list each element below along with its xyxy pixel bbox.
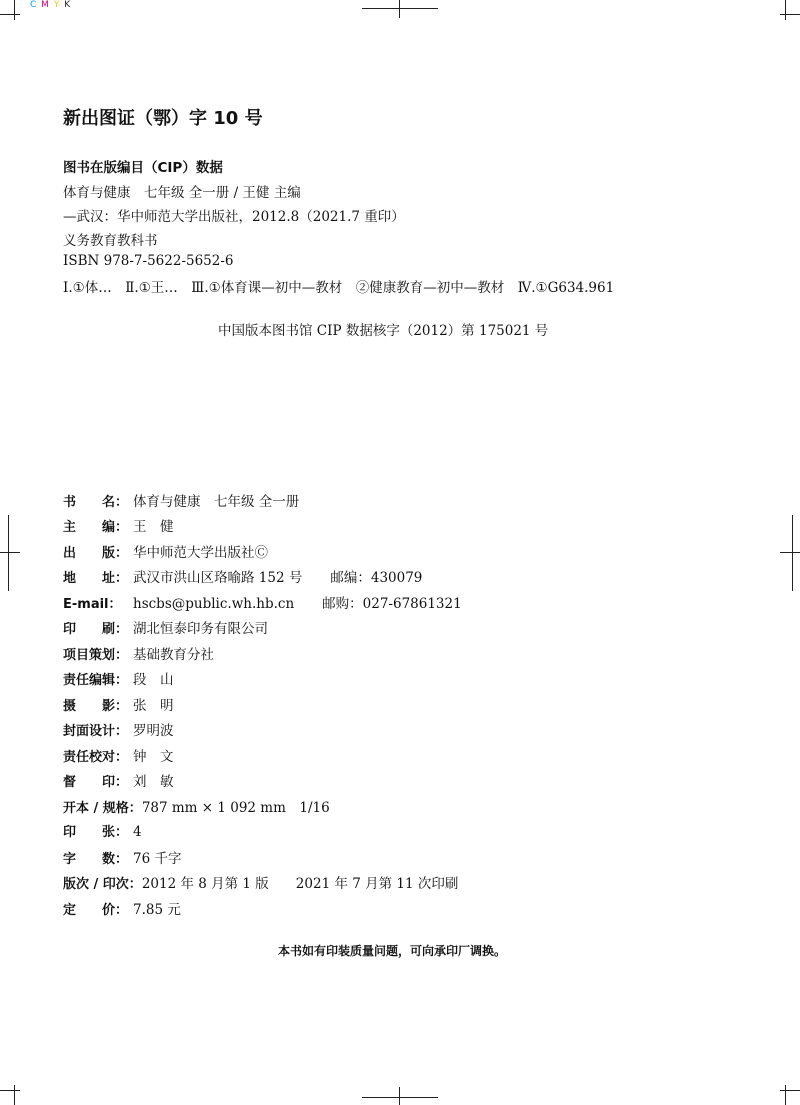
info-postcode: 邮编：430079 xyxy=(330,570,423,586)
cip-check-number: 中国版本图书馆 CIP 数据核字（2012）第 175021 号 xyxy=(218,323,549,339)
publishing-license: 新出图证（鄂）字 10 号 xyxy=(63,108,263,129)
info-value: 体育与健康 七年级 全一册 xyxy=(133,494,300,510)
info-label: 印 张： xyxy=(63,825,129,840)
crop-mark-bottom-right-h xyxy=(780,1090,800,1091)
cmyk-y: Y xyxy=(53,0,61,10)
registration-mark-right-h xyxy=(780,552,800,553)
info-row-proofreader xyxy=(63,745,174,765)
info-row-format xyxy=(63,796,330,816)
info-label: E-mail： xyxy=(63,597,122,612)
info-label: 地 址： xyxy=(63,571,129,586)
info-value: 2012 年 8 月第 1 版 2021 年 7 月第 11 次印刷 xyxy=(141,876,459,892)
cip-publisher-line: —武汉：华中师范大学出版社，2012.8（2021.7 重印） xyxy=(63,209,405,225)
info-value: 张 明 xyxy=(133,698,174,714)
info-row-cover-design xyxy=(63,719,174,739)
quality-notice: 本书如有印装质量问题，可向承印厂调换。 xyxy=(278,944,507,958)
registration-mark-top-h xyxy=(362,8,438,9)
info-value: 华中师范大学出版社Ⓒ xyxy=(133,545,268,561)
info-label: 开本 / 规格： xyxy=(63,801,142,816)
info-mail-order: 邮购：027-67861321 xyxy=(322,596,462,612)
info-row-photography xyxy=(63,694,174,714)
info-label: 字 数： xyxy=(63,852,129,867)
cmyk-c: C xyxy=(30,0,38,10)
info-row-price xyxy=(63,898,181,918)
info-row-project xyxy=(63,643,214,663)
info-row-editor xyxy=(63,515,174,535)
crop-mark-top-left-v xyxy=(14,0,15,20)
cip-series-line: 义务教育教科书 xyxy=(63,233,158,249)
registration-mark-left-h xyxy=(0,552,20,553)
registration-mark-top-v xyxy=(399,0,400,18)
cip-isbn-line: ISBN 978-7-5622-5652-6 xyxy=(63,253,234,269)
info-row-printer xyxy=(63,617,268,637)
info-value: 4 xyxy=(133,824,142,840)
cip-heading: 图书在版编目（CIP）数据 xyxy=(63,160,223,176)
info-value: 基础教育分社 xyxy=(133,647,214,663)
info-label: 责任校对： xyxy=(63,750,129,765)
info-row-word-count xyxy=(63,847,181,867)
info-label: 主 编： xyxy=(63,520,129,535)
cmyk-color-bar xyxy=(30,0,71,10)
info-value: hscbs@public.wh.hb.cn xyxy=(133,596,295,612)
cip-title-line: 体育与健康 七年级 全一册 / 王健 主编 xyxy=(63,185,301,201)
info-row-publisher xyxy=(63,541,268,561)
info-label: 书 名： xyxy=(63,495,129,510)
info-row-email xyxy=(63,592,462,612)
info-row-edition xyxy=(63,872,458,892)
info-label: 版次 / 印次： xyxy=(63,877,142,892)
cmyk-m: M xyxy=(41,0,50,10)
info-label: 督 印： xyxy=(63,775,129,790)
info-row-address xyxy=(63,566,422,586)
info-label: 摄 影： xyxy=(63,699,129,714)
registration-mark-right-v xyxy=(792,515,793,591)
cip-classification-line: Ⅰ.①体… Ⅱ.①王… Ⅲ.①体育课—初中—教材 ②健康教育—初中—教材 Ⅳ.①G634.961 xyxy=(63,280,615,296)
info-value: 罗明波 xyxy=(133,723,174,739)
info-row-print-supervisor xyxy=(63,770,174,790)
info-value: 刘 敏 xyxy=(133,774,174,790)
cmyk-k: K xyxy=(64,0,72,10)
crop-mark-bottom-right-v xyxy=(785,1085,786,1105)
info-label: 封面设计： xyxy=(63,724,129,739)
info-value: 7.85 元 xyxy=(133,902,181,918)
info-label: 责任编辑： xyxy=(63,673,129,688)
crop-mark-top-right-h xyxy=(780,14,800,15)
crop-mark-bottom-left-v xyxy=(14,1085,15,1105)
info-value: 湖北恒泰印务有限公司 xyxy=(133,621,268,637)
registration-mark-left-v xyxy=(8,515,9,591)
info-label: 印 刷： xyxy=(63,622,129,637)
registration-mark-bottom-v xyxy=(399,1087,400,1105)
info-value: 王 健 xyxy=(133,519,174,535)
registration-mark-bottom-h xyxy=(362,1097,438,1098)
crop-mark-top-left-h xyxy=(0,14,20,15)
info-label: 定 价： xyxy=(63,903,129,918)
info-row-responsible-editor xyxy=(63,668,174,688)
info-value: 段 山 xyxy=(133,672,174,688)
info-value: 武汉市洪山区珞喻路 152 号 xyxy=(133,570,303,586)
info-value: 钟 文 xyxy=(133,749,174,765)
info-label: 出 版： xyxy=(63,546,129,561)
crop-mark-top-right-v xyxy=(785,0,786,20)
info-row-title xyxy=(63,490,299,510)
crop-mark-bottom-left-h xyxy=(0,1090,20,1091)
info-value: 76 千字 xyxy=(133,851,182,867)
info-label: 项目策划： xyxy=(63,648,129,663)
info-value: 787 mm × 1 092 mm 1/16 xyxy=(141,800,330,816)
info-row-sheets xyxy=(63,821,142,840)
